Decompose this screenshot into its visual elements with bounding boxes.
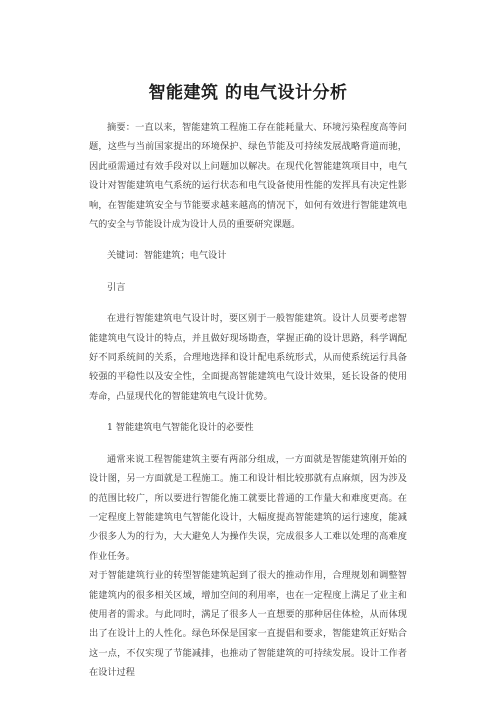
keywords-line: 关键词：智能建筑；电气设计 [107,250,227,262]
section-1-paragraph-1: 通常来说工程智能建筑主要有两部分组成，一方面就是智能建筑刚开始的设计图，另一方面就是工程施工。施工和设计相比较那就有点麻烦，因为涉及的范围比较广，所以要进行智能化施工就要比普通的工作量大和难度更高。在一定程度上智能建筑电气智能化设计，大幅度提高智能建筑的运行速度，能减少很多人为的行为，大大避免人为操作失误，完成很多人工难以处理的高难度作业任务。 [89,453,407,562]
section-1-heading: 1 智能建筑电气智能化设计的必要性 [107,422,254,434]
section-1-paragraph-2: 对于智能建筑行业的转型智能建筑起到了很大的推动作用，合理规划和调整智能建筑内的很多相关区域，增加空间的利用率，也在一定程度上满足了业主和使用者的需求。与此同时，满足了很多人一直想要的那种居住体检，从而体现出了在设计上的人性化。绿色环保是国家一直提倡和要求，智能建筑正好贴合这一点，不仅实现了节能减排，也推动了智能建筑的可持续发展。设计工作者在设计过程 [89,570,407,679]
intro-paragraph: 在进行智能建筑电气设计时，要区别于一般智能建筑。设计人员要考虑智能建筑电气设计的特点，并且做好现场勘查，掌握正确的设计思路，科学调配好不同系统间的关系，合理地选择和设计配电系统形式，从而使系统运行具备较强的平稳性以及安全性，全面提高智能建筑电气设计效果，延长设备的使用寿命，凸显现代化的智能建筑电气设计优势。 [89,313,407,402]
intro-heading: 引言 [107,281,126,293]
abstract-paragraph: 摘要：一直以来，智能建筑工程施工存在能耗量大、环境污染程度高等问题，这些与当前国家提出的环境保护、绿色节能及可持续发展战略背道而驰，因此亟需通过有效手段对以上问题加以解决。在现代化智能建筑项目中，电气设计对智能建筑电气系统的运行状态和电气设备使用性能的发挥具有决定性影响，在智能建筑安全与节能要求越来越高的情况下，如何有效进行智能建筑电气的安全与节能设计成为设计人员的重要研究课题。 [89,122,407,231]
page-title: 智能建筑 的电气设计分析 [148,83,348,103]
document-body [89,118,407,683]
